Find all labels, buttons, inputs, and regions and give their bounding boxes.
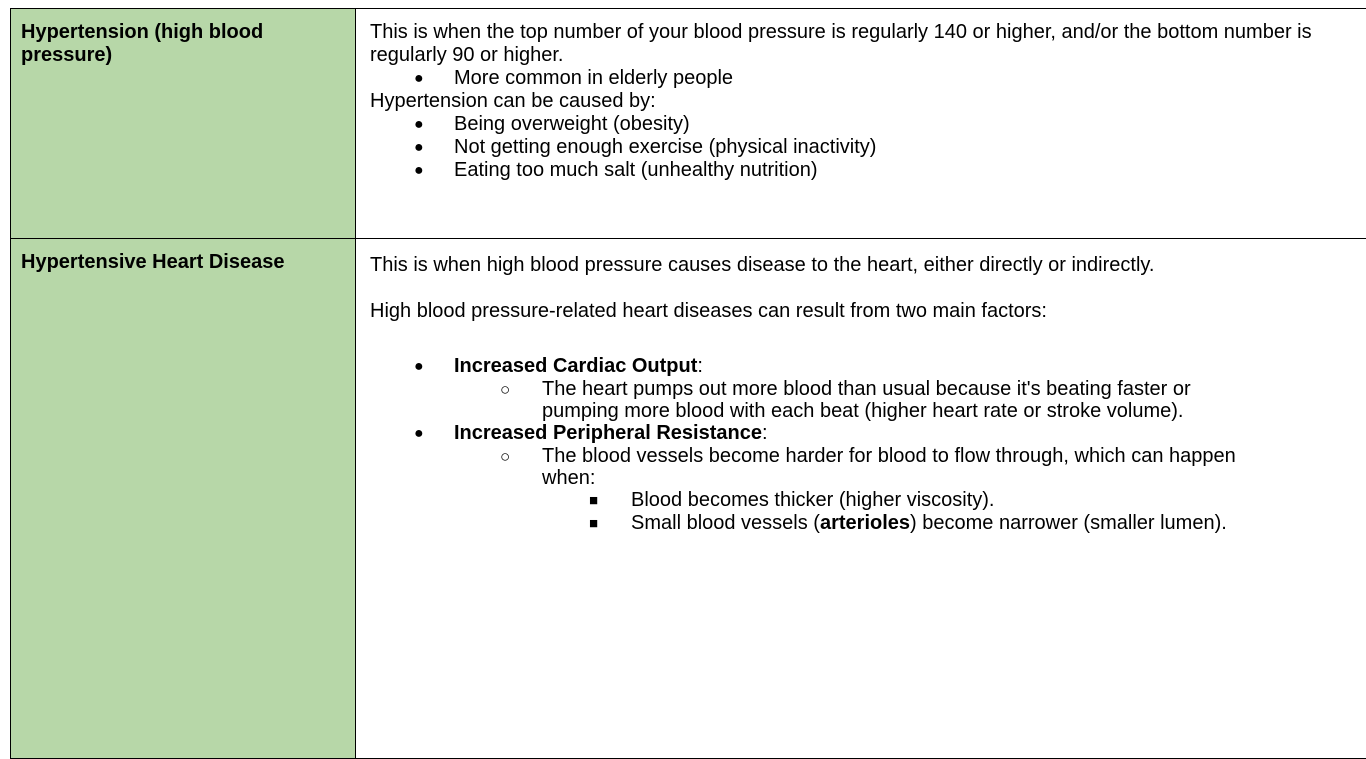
- list-item: ■ Small blood vessels (arterioles) become narrower (smaller lumen).: [370, 512, 1353, 535]
- bullet-disc-icon: ●: [414, 136, 454, 159]
- arterioles-term: arterioles: [820, 512, 910, 534]
- definition-cell: [356, 239, 1366, 759]
- bullet-square-icon: ■: [589, 512, 631, 535]
- bullet-circle-icon: ○: [500, 378, 542, 401]
- definition-hypertensive-heart-disease: [356, 239, 1366, 535]
- bullet-disc-icon: ●: [414, 159, 454, 182]
- bullet-disc-icon: ●: [414, 422, 454, 445]
- bullet-disc-icon: ●: [414, 113, 454, 136]
- bullet-circle-icon: ○: [500, 445, 542, 468]
- definition-intro: This is when the top number of your blood pressure is regularly 140 or higher, and/or the bottom number is regularly 90 or higher.: [370, 21, 1353, 67]
- bullet-square-icon: ■: [589, 489, 631, 512]
- list-item: ○ The heart pumps out more blood than usual because it's beating faster or pumping more blood with each beat (higher heart rate or stroke volume).: [370, 378, 1353, 422]
- definition-intro: This is when high blood pressure causes disease to the heart, either directly or indirectly.: [370, 254, 1353, 277]
- definition-hypertension: [356, 9, 1366, 182]
- bullet-disc-icon: ●: [414, 355, 454, 378]
- list-item: ● Eating too much salt (unhealthy nutrition): [370, 159, 1353, 182]
- list-item: ● Increased Peripheral Resistance:: [370, 422, 1353, 445]
- factor-title: Increased Cardiac Output: [454, 355, 697, 377]
- list-item: ■ Blood becomes thicker (higher viscosity).: [370, 489, 1353, 512]
- list-item: ● Increased Cardiac Output:: [370, 355, 1353, 378]
- causes-heading: Hypertension can be caused by:: [370, 90, 1353, 113]
- list-item: ○ The blood vessels become harder for blood to flow through, which can happen when:: [370, 445, 1353, 489]
- factors-heading: High blood pressure-related heart diseases can result from two main factors:: [370, 300, 1353, 323]
- glossary-table: [10, 8, 1366, 759]
- term-hypertensive-heart-disease: Hypertensive Heart Disease: [11, 239, 355, 274]
- bullet-disc-icon: ●: [414, 67, 454, 90]
- term-hypertension: Hypertension (high blood pressure): [11, 9, 355, 67]
- list-item: ● Being overweight (obesity): [370, 113, 1353, 136]
- list-item: ● More common in elderly people: [370, 67, 1353, 90]
- term-cell: [11, 239, 356, 759]
- table-row: [11, 239, 1366, 759]
- factor-title: Increased Peripheral Resistance: [454, 422, 762, 444]
- list-item: ● Not getting enough exercise (physical inactivity): [370, 136, 1353, 159]
- table-row: [11, 9, 1366, 239]
- definition-cell: [356, 9, 1366, 239]
- term-cell: [11, 9, 356, 239]
